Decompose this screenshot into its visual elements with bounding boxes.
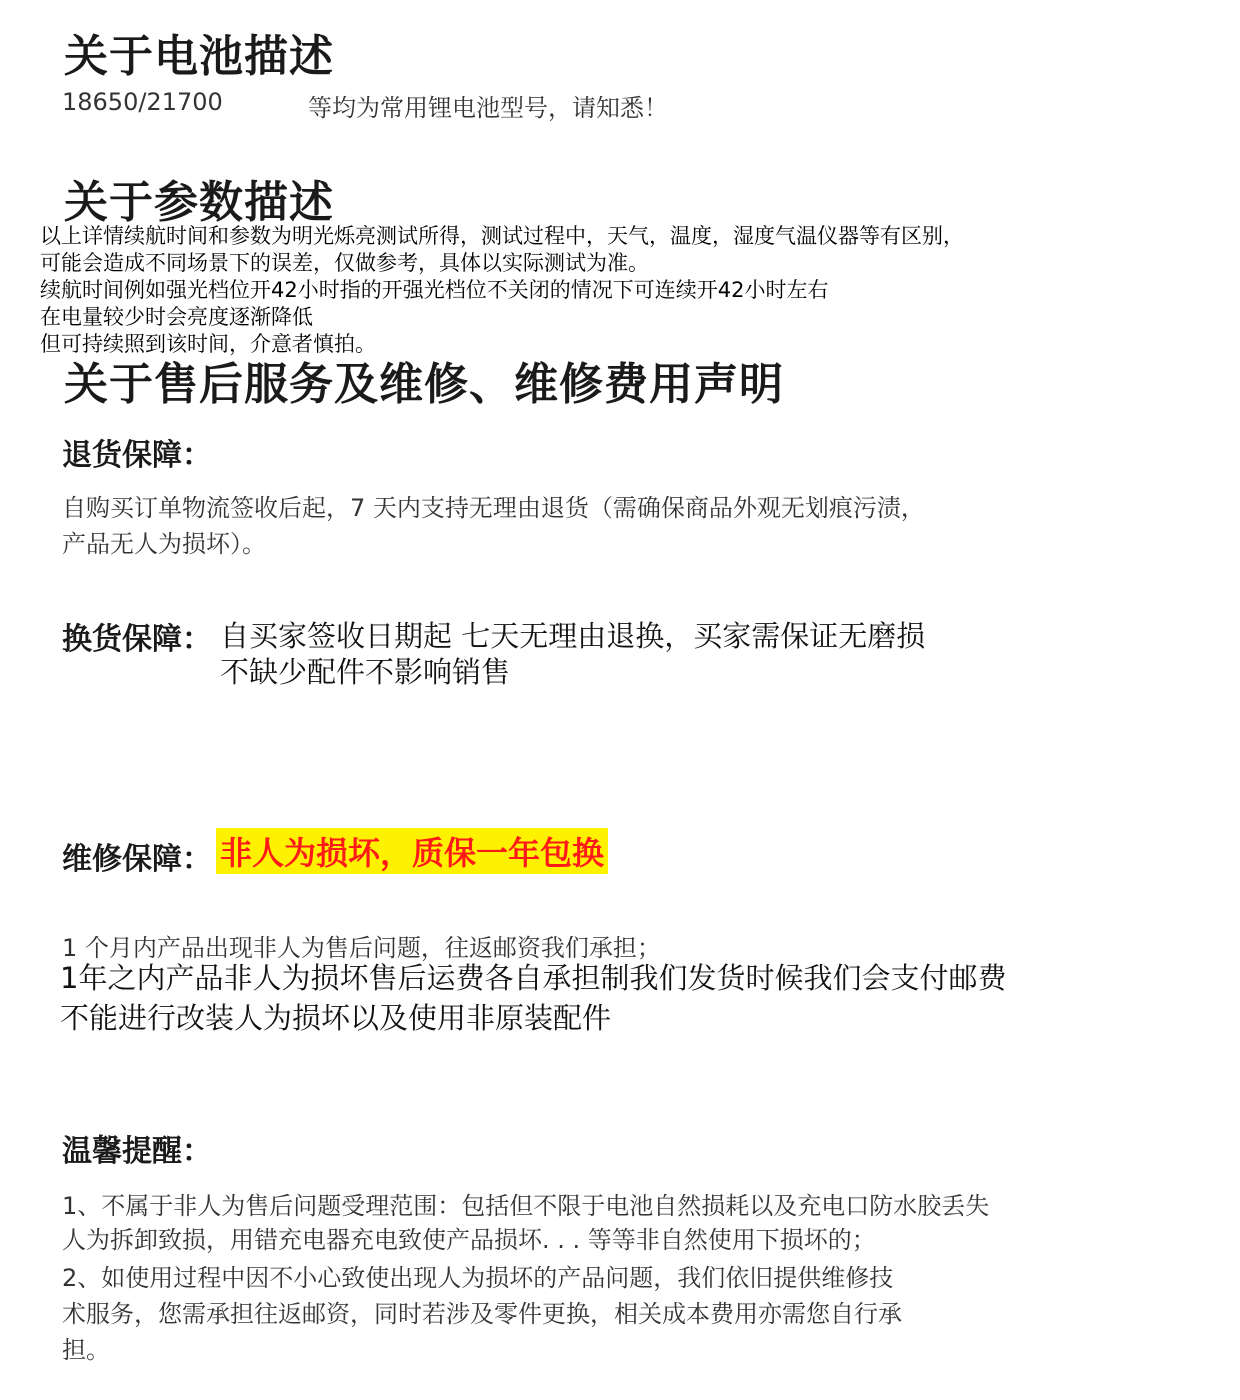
reminder-label: 温馨提醒：: [62, 1134, 212, 1169]
repair-warranty-highlight: 非人为损坏，质保一年包换: [216, 828, 608, 874]
repair-label: 维修保障：: [62, 842, 212, 877]
reminder-line-1: 1、不属于非人为售后问题受理范围：包括但不限于电池自然损耗以及充电口防水胶丢失: [62, 1192, 990, 1220]
params-line-2: 可能会造成不同场景下的误差，仅做参考，具体以实际测试为准。: [40, 251, 649, 275]
reminder-line-2: 人为拆卸致损，用错充电器充电致使产品损坏. . . 等等非自然使用下损坏的；: [62, 1226, 876, 1254]
params-line-4: 在电量较少时会亮度逐渐降低: [40, 305, 313, 329]
return-label: 退货保障：: [62, 438, 212, 473]
params-line-1: 以上详情续航时间和参数为明光烁亮测试所得，测试过程中，天气，温度，湿度气温仪器等有区别，: [40, 224, 964, 248]
exchange-label: 换货保障：: [62, 622, 212, 657]
battery-models: 18650/21700: [62, 88, 223, 116]
params-line-5: 但可持续照到该时间，介意者慎拍。: [40, 332, 376, 356]
exchange-line-1: 自买家签收日期起 七天无理由退换，买家需保证无磨损: [220, 619, 926, 653]
reminder-line-5: 担。: [62, 1336, 110, 1364]
params-heading: 关于参数描述: [64, 177, 334, 228]
repair-line-2: 1年之内产品非人为损坏售后运费各自承担制我们发货时候我们会支付邮费: [60, 961, 1007, 995]
reminder-line-4: 术服务，您需承担往返邮资，同时若涉及零件更换，相关成本费用亦需您自行承: [62, 1300, 902, 1328]
return-line-1: 自购买订单物流签收后起，7 天内支持无理由退货（需确保商品外观无划痕污渍，: [62, 494, 925, 522]
aftersales-heading: 关于售后服务及维修、维修费用声明: [64, 359, 784, 410]
battery-note: 等均为常用锂电池型号，请知悉！: [308, 94, 668, 122]
reminder-line-3: 2、如使用过程中因不小心致使出现人为损坏的产品问题，我们依旧提供维修技: [62, 1264, 894, 1292]
battery-heading: 关于电池描述: [64, 31, 334, 82]
exchange-line-2: 不缺少配件不影响销售: [220, 655, 511, 689]
return-line-2: 产品无人为损坏）。: [62, 530, 266, 558]
repair-line-1: 1 个月内产品出现非人为售后问题，往返邮资我们承担；: [62, 934, 661, 962]
params-line-3: 续航时间例如强光档位开42小时指的开强光档位不关闭的情况下可连续开42小时左右: [40, 278, 829, 302]
repair-line-3: 不能进行改装人为损坏以及使用非原装配件: [60, 1001, 612, 1035]
